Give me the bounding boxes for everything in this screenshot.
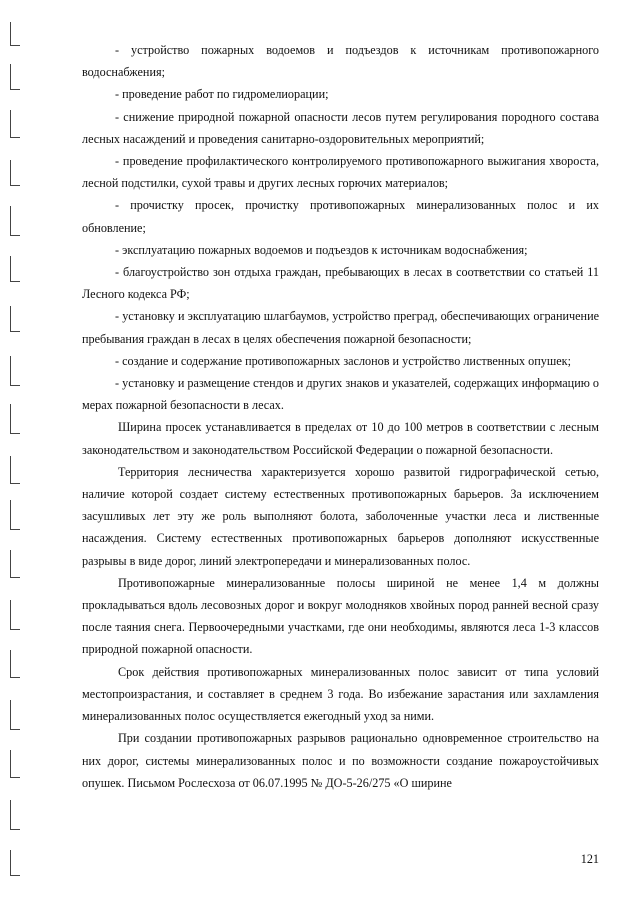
margin-mark — [10, 750, 22, 778]
margin-mark — [10, 160, 22, 186]
margin-mark — [10, 206, 22, 236]
margin-mark — [10, 800, 22, 830]
body-text — [82, 39, 599, 794]
margin-mark — [10, 110, 22, 138]
list-item: - благоустройство зон отдыха граждан, пребывающих в лесах в соответствии со статьей 11 Лесного кодекса РФ; — [82, 265, 599, 302]
list-item: - проведение профилактического контролируемого противопожарного выжигания хвороста, лесной подстилки, сухой травы и других лесных горючих материалов; — [82, 154, 599, 191]
margin-mark — [10, 500, 22, 530]
margin-mark — [10, 306, 22, 332]
list-item: - прочистку просек, прочистку противопожарных минерализованных полос и их обновление; — [82, 198, 599, 235]
paragraph: Срок действия противопожарных минерализованных полос зависит от типа условий местопроизрастания, и составляет в среднем 3 года. Во избежание зарастания или захламления минерализованных полос осуществляется ежегодный уход за ними. — [82, 664, 599, 724]
margin-mark — [10, 550, 22, 578]
list-item: - проведение работ по гидромелиорации; — [115, 87, 329, 102]
binding-margin-marks — [0, 0, 30, 905]
paragraph: Противопожарные минерализованные полосы шириной не менее 1,4 м должны прокладываться вдоль лесовозных дорог и вокруг молодняков хвойных пород ранней весной сразу после таяния снега. Первоочередными участками, где они необходимы, являются леса 1-3 классов природной пожарной опасности. — [82, 575, 599, 657]
list-item: - снижение природной пожарной опасности лесов путем регулирования породного состава лесных насаждений и проведения санитарно-оздоровительных мероприятий; — [82, 109, 599, 146]
margin-mark — [10, 600, 22, 630]
list-item: - установку и эксплуатацию шлагбаумов, устройство преград, обеспечивающих ограничение пребывания граждан в лесах в целях обеспечения пожарной безопасности; — [82, 309, 599, 346]
paragraph: Территория лесничества характеризуется хорошо развитой гидрографической сетью, наличие которой создает систему естественных противопожарных барьеров. За исключением засушливых лет эту же роль выполняют болота, заболоченные участки леса и лиственные насаждения. Систему естественных противопожарных барьеров дополняют искусственные разрывы в виде дорог, линий электропередачи и минерализованных полос. — [82, 464, 599, 568]
paragraph: При создании противопожарных разрывов рационально одновременное строительство на них дорог, системы минерализованных полос и по возможности создание пожароустойчивых опушек. Письмом Рослесхоза от 06.07.1995 № ДО-5-26/275 «О ширине — [82, 731, 599, 790]
list-item: - устройство пожарных водоемов и подъездов к источникам противопожарного водоснабжения; — [82, 43, 599, 80]
margin-mark — [10, 456, 22, 484]
margin-mark — [10, 256, 22, 282]
margin-mark — [10, 650, 22, 678]
list-item: - создание и содержание противопожарных заслонов и устройство лиственных опушек; — [115, 353, 571, 368]
margin-mark — [10, 64, 22, 90]
margin-mark — [10, 700, 22, 730]
list-item: - эксплуатацию пожарных водоемов и подъездов к источникам водоснабжения; — [115, 242, 528, 257]
margin-mark — [10, 22, 22, 46]
list-item: - установку и размещение стендов и других знаков и указателей, содержащих информацию о мерах пожарной безопасности в лесах. — [82, 376, 599, 413]
paragraph: Ширина просек устанавливается в пределах от 10 до 100 метров в соответствии с лесным законодательством и законодательством Российской Федерации о пожарной безопасности. — [82, 420, 599, 457]
page-number: 121 — [580, 852, 599, 866]
margin-mark — [10, 850, 22, 876]
margin-mark — [10, 356, 22, 386]
margin-mark — [10, 404, 22, 434]
